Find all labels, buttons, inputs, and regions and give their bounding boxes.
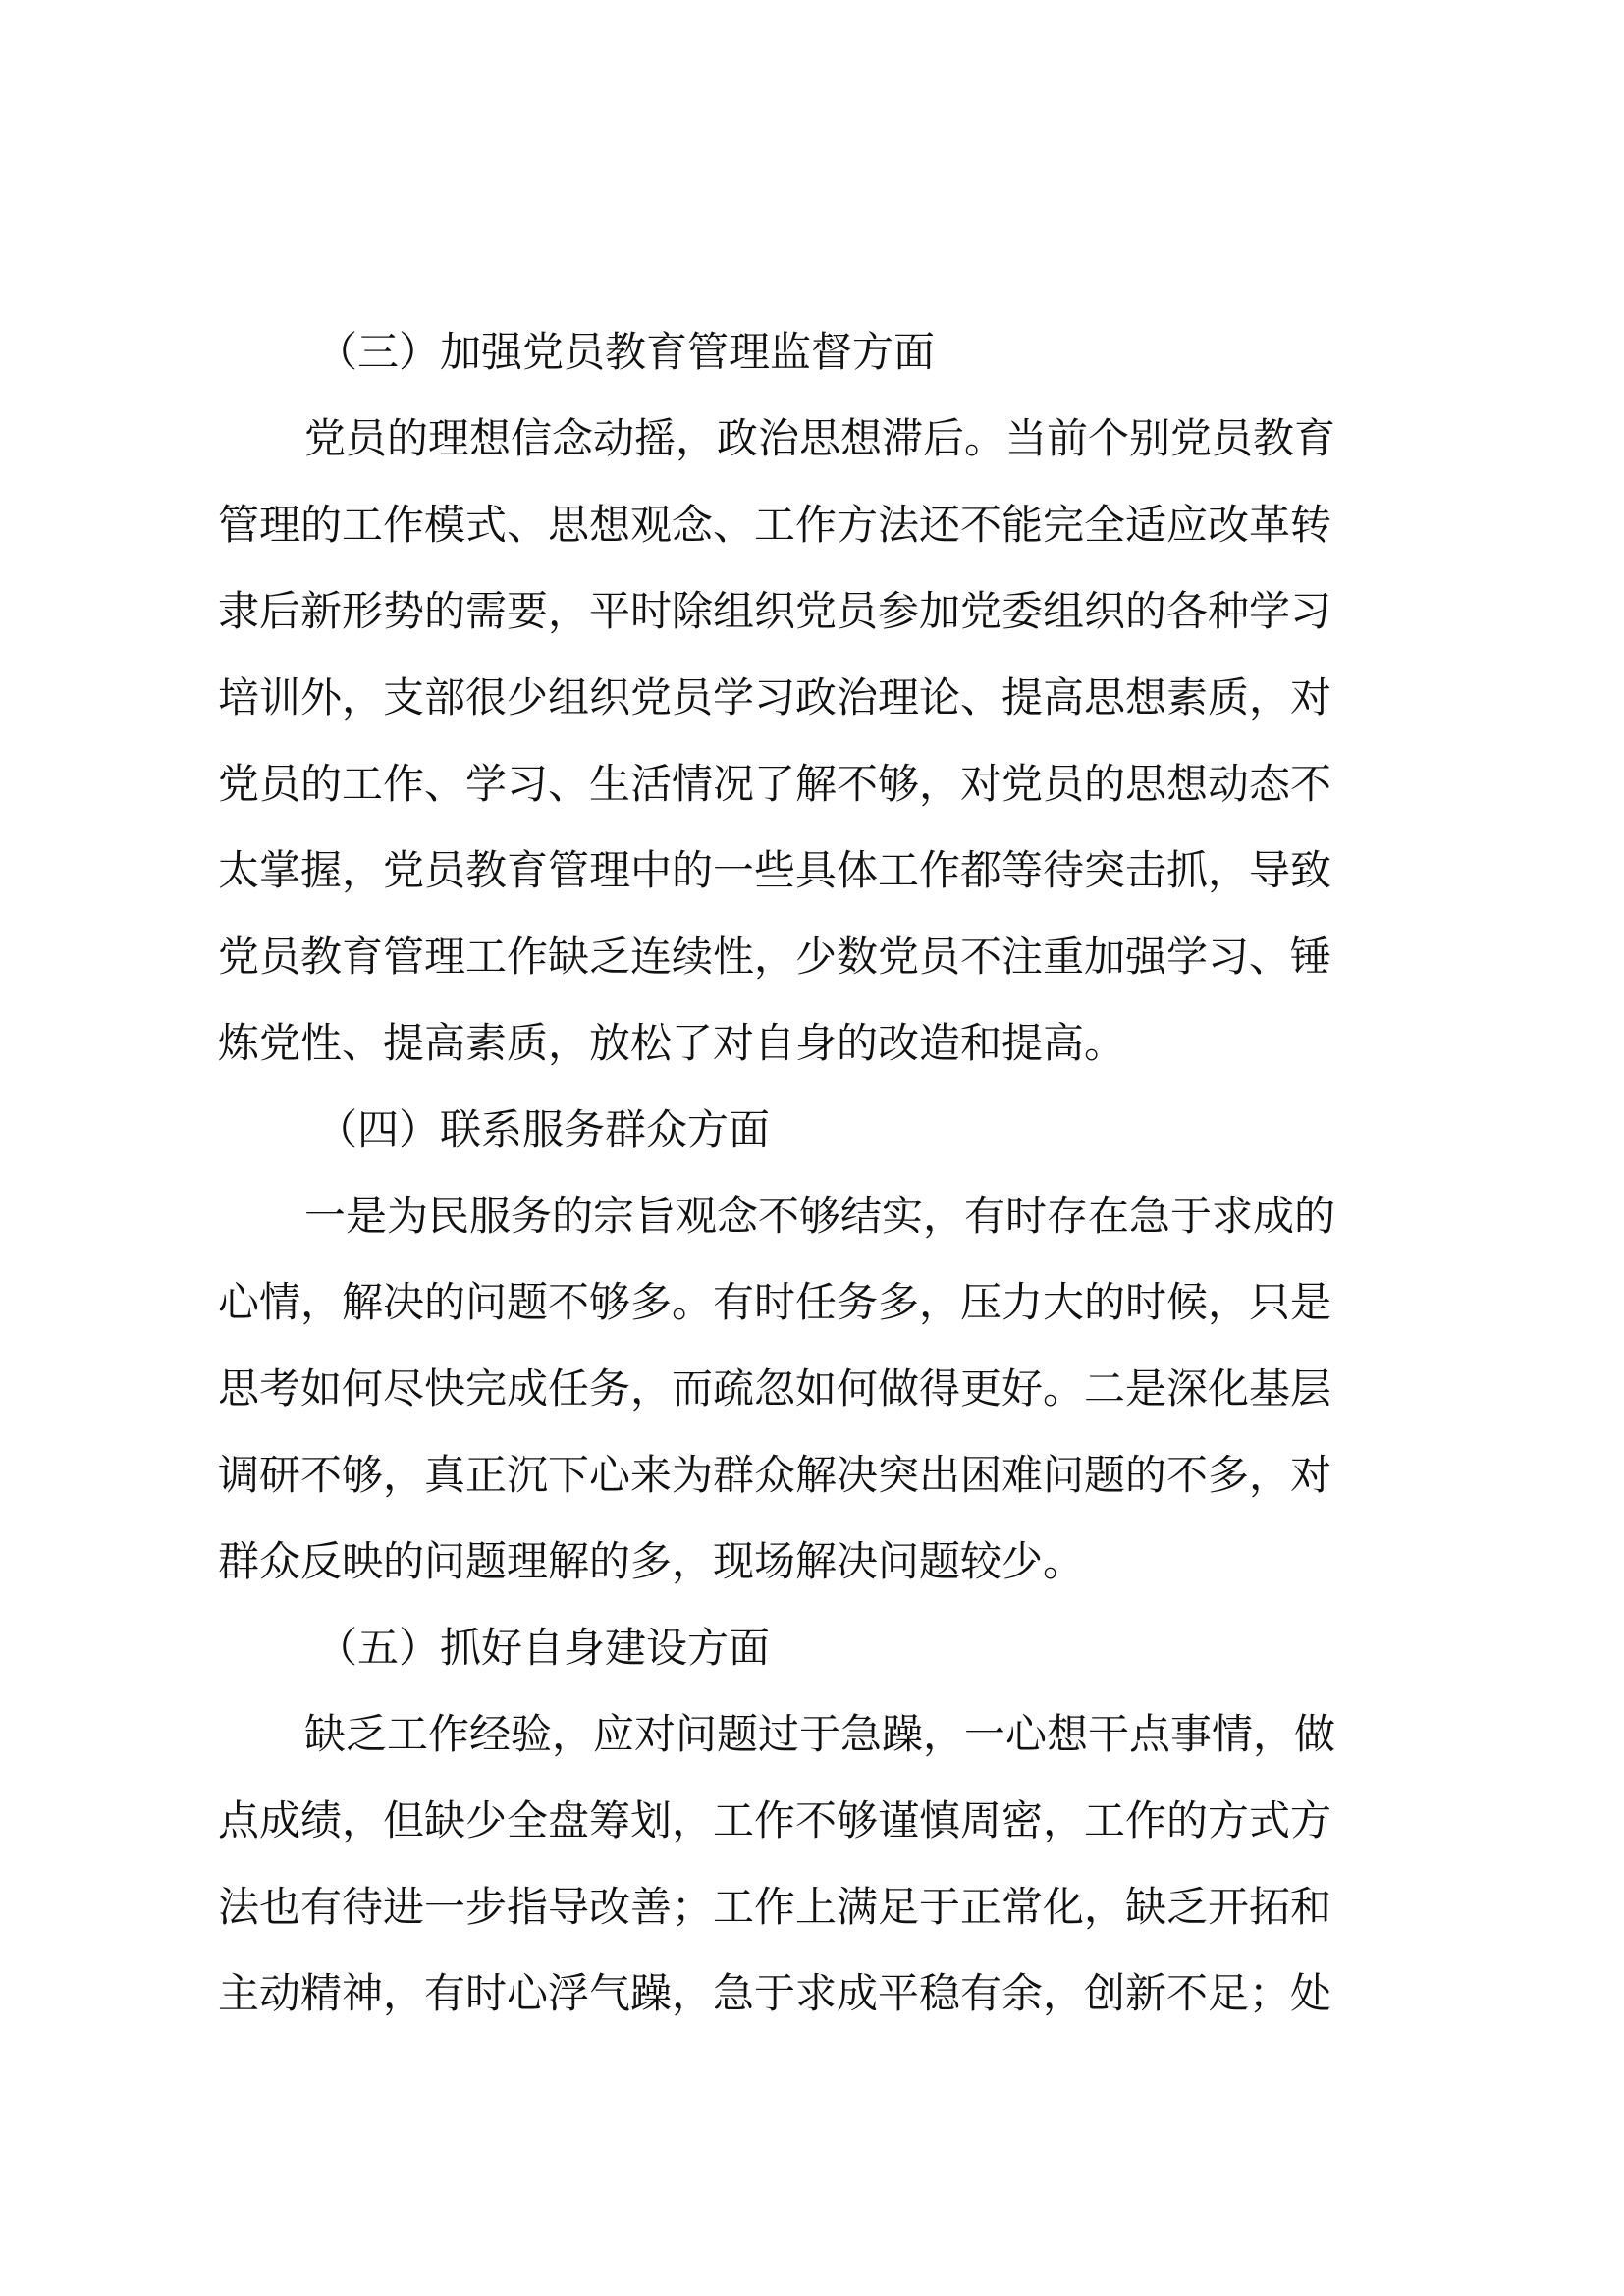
paragraph-line: 太掌握，党员教育管理中的一些具体工作都等待突击抓，导致 [218,846,1332,894]
paragraph-line: 心情，解决的问题不够多。有时任务多，压力大的时候，只是 [218,1278,1332,1326]
paragraph-line: 一是为民服务的宗旨观念不够结实，有时存在急于求成的 [304,1192,1336,1240]
paragraph-line: 培训外，支部很少组织党员学习政治理论、提高思想素质，对 [218,673,1332,721]
paragraph-line: 群众反映的问题理解的多，现场解决问题较少。 [218,1537,1085,1585]
section-heading-5: （五）抓好自身建设方面 [316,1624,771,1672]
paragraph-line: 党员教育管理工作缺乏连续性，少数党员不注重加强学习、锤 [218,933,1332,981]
paragraph-line: 管理的工作模式、思想观念、工作方法还不能完全适应改革转 [218,501,1332,549]
paragraph-line: 思考如何尽快完成任务，而疏忽如何做得更好。二是深化基层 [218,1364,1332,1413]
paragraph-line: 调研不够，真正沉下心来为群众解决突出困难问题的不多，对 [218,1451,1332,1499]
paragraph-line: 法也有待进一步指导改善；工作上满足于正常化，缺乏开拓和 [218,1883,1332,1931]
paragraph-line: 点成绩，但缺少全盘筹划，工作不够谨慎周密，工作的方式方 [218,1796,1332,1844]
section-heading-4: （四）联系服务群众方面 [316,1105,771,1153]
paragraph-line: 党员的工作、学习、生活情况了解不够，对党员的思想动态不 [218,760,1332,808]
paragraph-line: 隶后新形势的需要，平时除组织党员参加党委组织的各种学习 [218,587,1332,635]
paragraph-line: 缺乏工作经验，应对问题过于急躁，一心想干点事情，做 [304,1710,1336,1758]
paragraph-line: 主动精神，有时心浮气躁，急于求成平稳有余，创新不足；处 [218,1969,1332,2017]
paragraph-line: 炼党性、提高素质，放松了对自身的改造和提高。 [218,1019,1126,1067]
section-heading-3: （三）加强党员教育管理监督方面 [316,328,936,376]
paragraph-line: 党员的理想信念动摇，政治思想滞后。当前个别党员教育 [304,414,1336,462]
